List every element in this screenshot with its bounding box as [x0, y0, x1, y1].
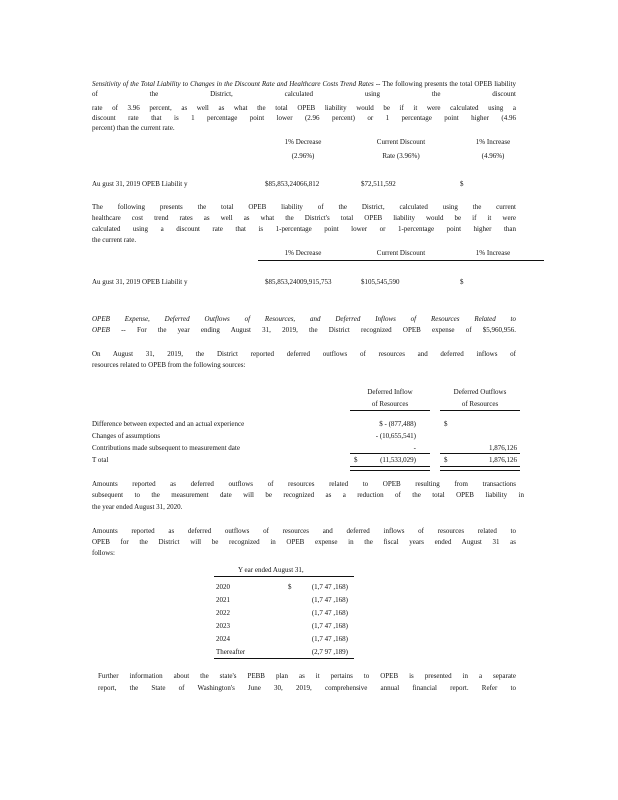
schedule-amount: (1,7 47 ,168): [311, 635, 348, 643]
deferred-row-outflow: $: [444, 420, 448, 428]
sensitivity-heading: Sensitivity of the Total Liability to Changes in the Discount Rate and Healthcare Costs Trend Rates: [92, 80, 374, 88]
expense-heading-line-2: [92, 326, 516, 336]
sens-header-increase-1: 1% Increase: [475, 138, 511, 146]
healthcare-line-1: The following presents the total OPEB liability of the District, calculated using the current: [92, 203, 516, 211]
deferred-header-outflow-2: of Resources: [461, 400, 499, 408]
schedule-amount: (1,7 47 ,168): [311, 609, 348, 617]
sens-row-current: $72,511,592: [361, 180, 396, 188]
deferred-row-label: Changes of assumptions: [92, 432, 161, 440]
expense-heading-rest: -- For the year ending August 31, 2019, the District recognized OPEB expense of $5,960,956.: [121, 326, 516, 334]
sens-row-increase: $: [460, 180, 464, 188]
deferred-total-outflow-dollar: $: [444, 456, 448, 464]
deferred-total-label: T otal: [92, 456, 109, 464]
expense-heading: OPEB Expense, Deferred Outflows of Resources, and Deferred Inflows of Resources Related to: [92, 315, 516, 323]
further-line-1: Further information about the state's PEBB plan as it pertains to OPEB is presented in a separate: [98, 672, 516, 680]
deferred-row-inflow: $ - (877,488): [379, 420, 416, 428]
schedule-year: 2024: [216, 635, 230, 643]
schedule-year: 2022: [216, 609, 230, 617]
sens-row-decrease: $85,853,24066,812: [265, 180, 320, 188]
deferred-row-inflow: - (10,655,541): [375, 432, 416, 440]
expense-para2-line-2: resources related to OPEB from the following sources:: [92, 361, 246, 369]
deferred-total-rule-inflow: [350, 466, 430, 471]
sensitivity-line-4: percent) than the current rate.: [92, 124, 175, 132]
hc-row-increase: $: [460, 278, 464, 286]
healthcare-line-3: calculated using a discount rate that is 1-percentage point lower or 1-percentage point higher than: [92, 225, 516, 233]
deferred-header-outflow-1: Deferred Outflows: [453, 388, 507, 396]
amounts2-line-1: Amounts reported as deferred outflows of resources and deferred inflows of resources related to: [92, 527, 516, 535]
amounts1-line-3: the year ended August 31, 2020.: [92, 503, 183, 511]
amounts2-line-3: follows:: [92, 549, 115, 557]
expense-para2-line-1: On August 31, 2019, the District reported deferred outflows of resources and deferred inflows of: [92, 350, 516, 358]
expense-heading-opeb: OPEB: [92, 326, 110, 334]
schedule-year: 2023: [216, 622, 230, 630]
healthcare-line-4: the current rate.: [92, 236, 137, 244]
deferred-subtotal-rule-inflow: [350, 453, 430, 454]
amounts1-line-1: Amounts reported as deferred outflows of resources related to OPEB resulting from transactions: [92, 480, 516, 488]
schedule-amount: (1,7 47 ,168): [311, 583, 348, 591]
schedule-year: 2021: [216, 596, 230, 604]
deferred-inflow-rule: [350, 410, 430, 411]
deferred-total-rule-outflow: [440, 466, 520, 471]
deferred-total-inflow-dollar: $: [354, 456, 358, 464]
schedule-amount: (2,7 97 ,189): [311, 648, 348, 656]
sens-row-label: Au gust 31, 2019 OPEB Liabilit y: [92, 180, 188, 188]
hc-row-decrease: $85,853,24009,915,753: [265, 278, 332, 286]
sens-header-current-1: Current Discount: [376, 138, 426, 146]
healthcare-line-2: healthcare cost trend rates as well as what the District's total OPEB liability would be if it were: [92, 214, 516, 222]
schedule-dollar: $: [288, 583, 292, 591]
hc-row-current: $105,545,590: [361, 278, 400, 286]
hc-header-increase: 1% Increase: [475, 249, 511, 257]
schedule-amount: (1,7 47 ,168): [311, 622, 348, 630]
schedule-year: Thereafter: [216, 648, 246, 656]
hc-row-label: Au gust 31, 2019 OPEB Liabilit y: [92, 278, 188, 286]
deferred-row-label: Contributions made subsequent to measurement date: [92, 444, 240, 452]
deferred-row-label: Difference between expected and an actual experience: [92, 420, 245, 428]
schedule-amount: (1,7 47 ,168): [311, 596, 348, 604]
sensitivity-line-2: rate of 3.96 percent, as well as what the total OPEB liability would be if it were calculated using a: [92, 104, 516, 112]
schedule-year: 2020: [216, 583, 230, 591]
deferred-subtotal-rule-outflow: [440, 453, 520, 454]
sensitivity-paragraph: [92, 80, 516, 99]
deferred-total-outflow: 1,876,126: [489, 456, 517, 464]
sens-header-increase-2: (4.96%): [481, 152, 505, 160]
further-line-2: report, the State of Washington's June 30, 2019, comprehensive annual financial report. Refer to: [98, 684, 516, 692]
amounts1-line-2: subsequent to the measurement date will be recognized as a reduction of the total OPEB liability in: [92, 491, 524, 499]
deferred-header-inflow-2: of Resources: [371, 400, 409, 408]
hc-header-rule: [258, 260, 544, 261]
hc-header-decrease: 1% Decrease: [284, 249, 322, 257]
sens-header-current-2: Rate (3.96%): [382, 152, 420, 160]
schedule-header-rule: [214, 576, 354, 577]
sens-header-decrease-1: 1% Decrease: [284, 138, 322, 146]
deferred-row-outflow: 1,876,126: [489, 444, 517, 452]
sensitivity-heading-rest: -- The following presents the total OPEB liability of the District, calculated using the discount: [92, 80, 517, 98]
deferred-header-inflow-1: Deferred Inflow: [367, 388, 413, 396]
schedule-rule: [214, 658, 354, 659]
deferred-outflow-rule: [440, 410, 520, 411]
amounts2-line-2: OPEB for the District will be recognized in OPEB expense in the fiscal years ended August 31 as: [92, 538, 516, 546]
deferred-row-inflow: -: [413, 444, 416, 452]
hc-header-current: Current Discount: [376, 249, 426, 257]
schedule-header: Y ear ended August 31,: [238, 566, 304, 574]
deferred-total-inflow: (11,533,029): [380, 456, 416, 464]
sensitivity-line-3: discount rate that is 1 percentage point lower (2.96 percent) or 1 percentage point higher (4.96: [92, 114, 516, 122]
sens-header-decrease-2: (2.96%): [291, 152, 315, 160]
